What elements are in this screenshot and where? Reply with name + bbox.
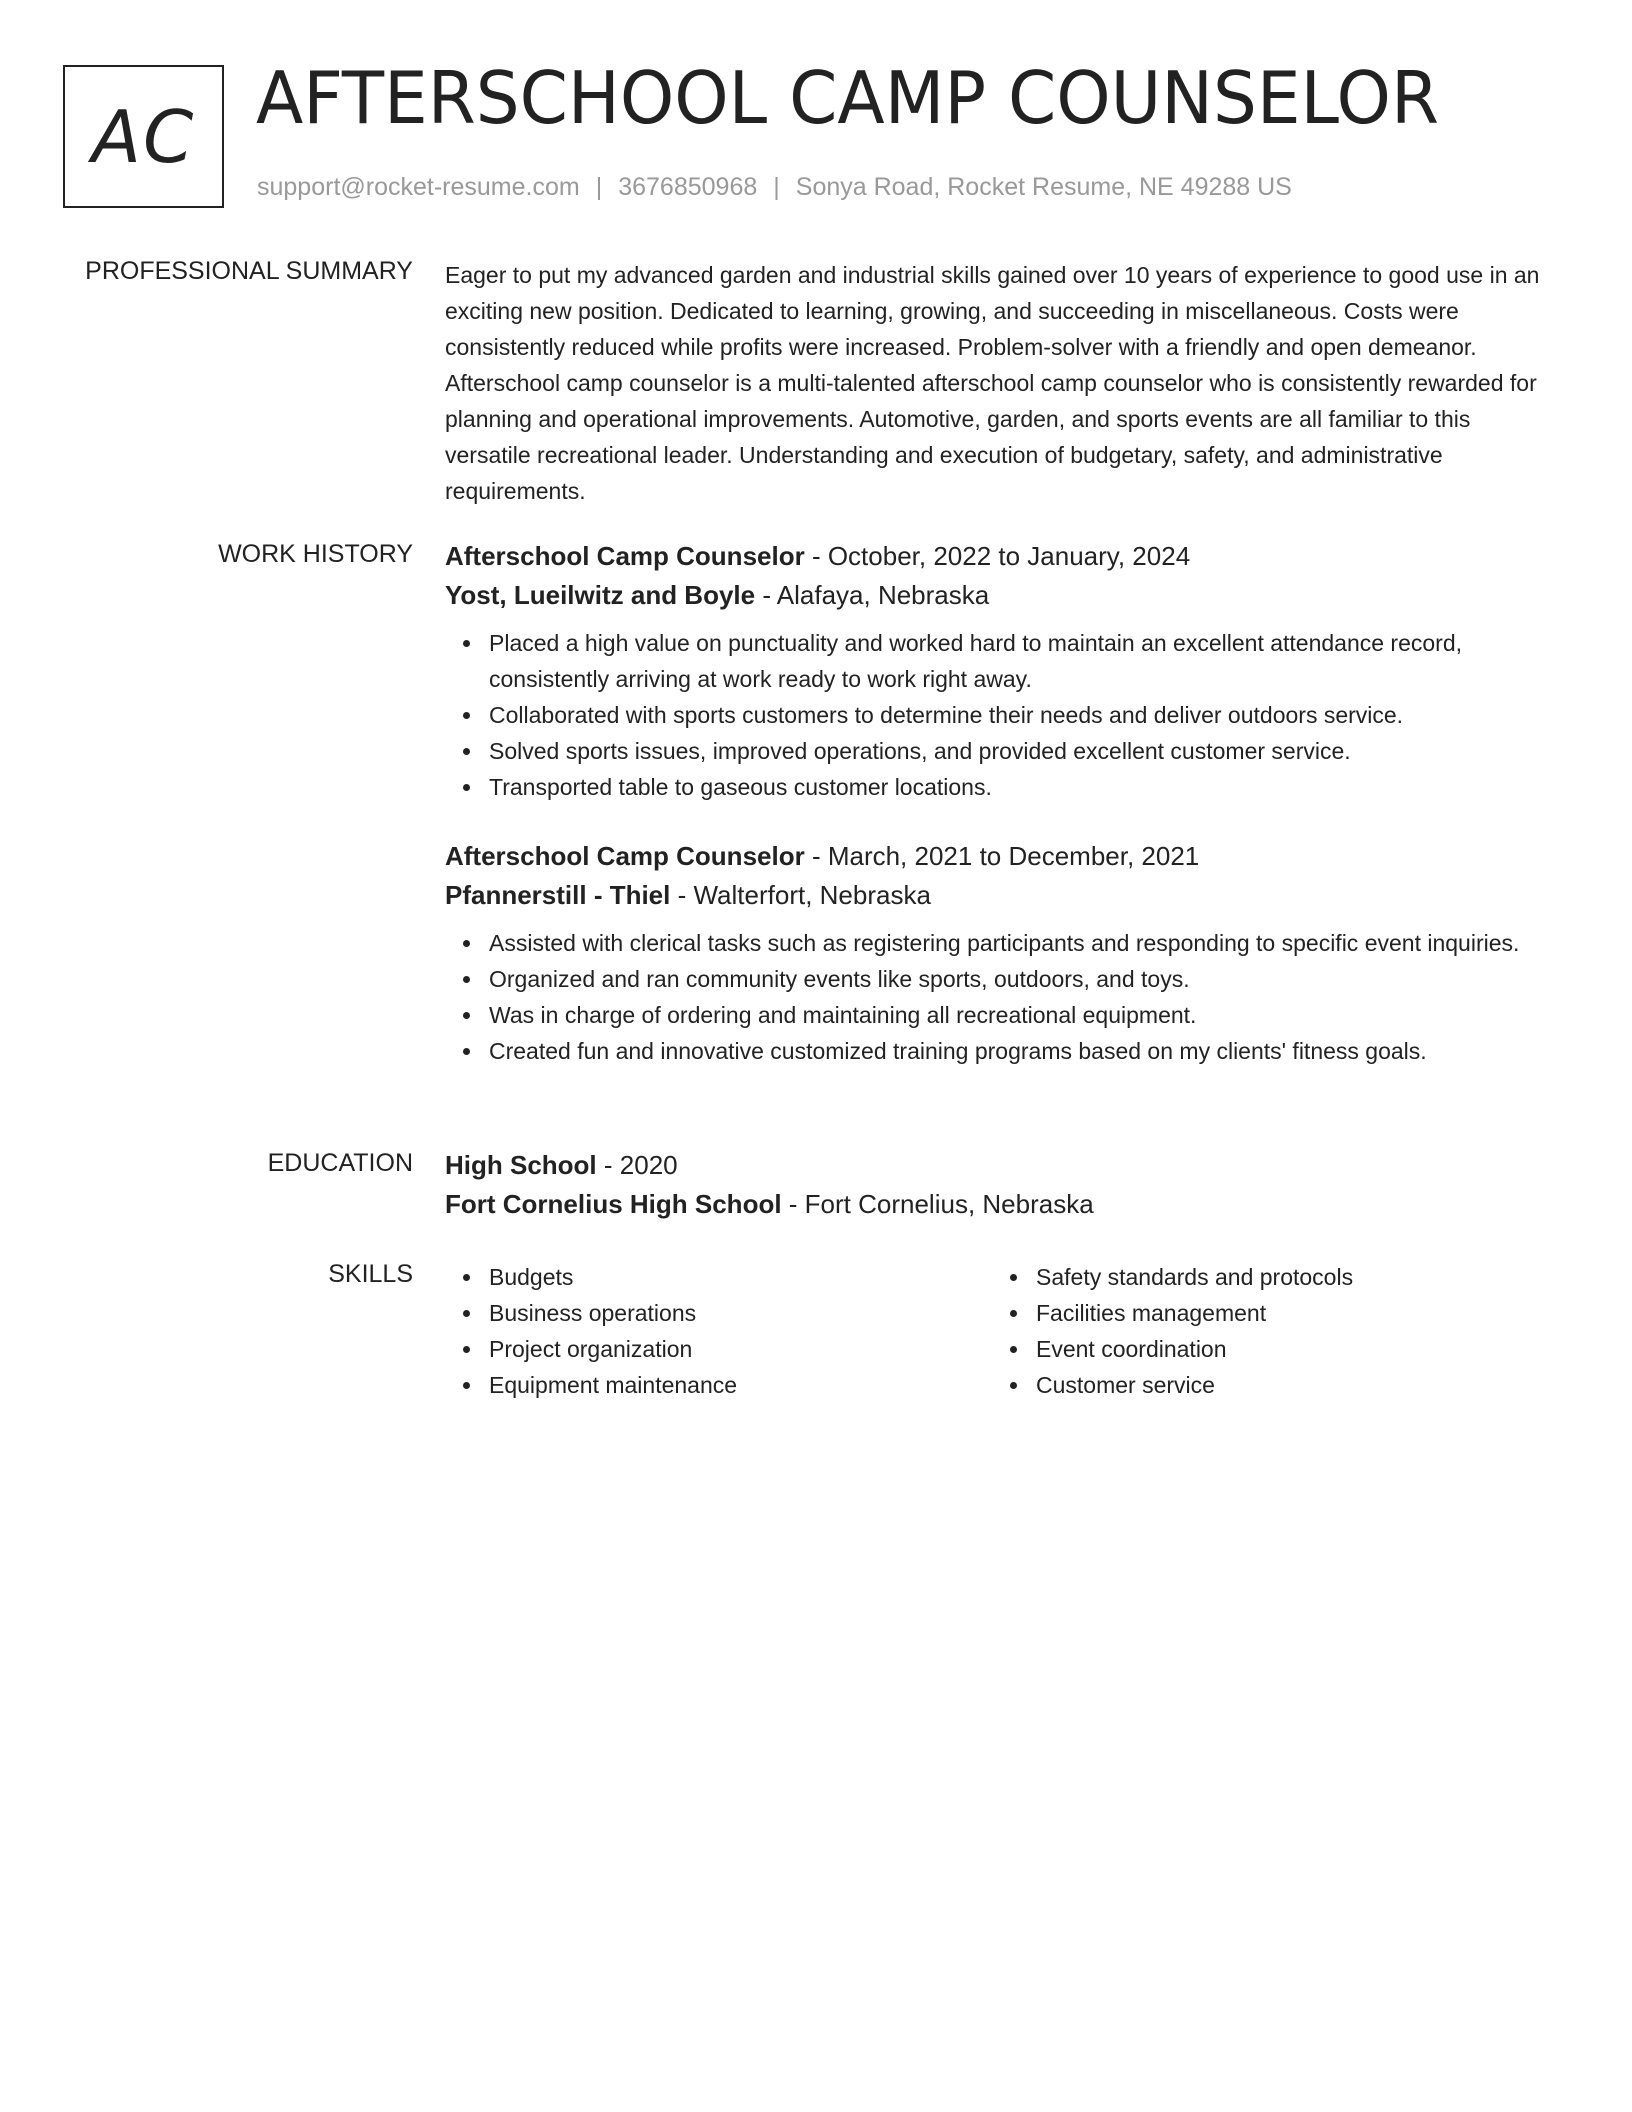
education-school-line bbox=[445, 1185, 1557, 1224]
skills-columns bbox=[445, 1259, 1557, 1403]
education-school: Fort Cornelius High School bbox=[445, 1189, 782, 1219]
skill-item: Event coordination bbox=[1036, 1331, 1539, 1367]
education-year: - 2020 bbox=[596, 1150, 678, 1180]
monogram-initials: AC bbox=[91, 94, 196, 179]
monogram-box bbox=[63, 65, 224, 208]
job-dates: - March, 2021 to December, 2021 bbox=[804, 841, 1200, 871]
job-title-line bbox=[445, 537, 1557, 576]
job-bullets bbox=[445, 925, 1557, 1069]
job-title-line bbox=[445, 837, 1557, 876]
list-item: Transported table to gaseous customer locations. bbox=[489, 769, 1557, 805]
job-location: - Walterfort, Nebraska bbox=[670, 880, 931, 910]
skills-list bbox=[445, 1259, 992, 1403]
skill-item: Project organization bbox=[489, 1331, 992, 1367]
list-item: Collaborated with sports customers to determine their needs and deliver outdoors service. bbox=[489, 697, 1557, 733]
education-location: - Fort Cornelius, Nebraska bbox=[781, 1189, 1094, 1219]
contact-phone[interactable]: 3676850968 bbox=[618, 173, 758, 201]
education-degree: High School bbox=[445, 1150, 597, 1180]
skills-column-right bbox=[992, 1259, 1539, 1403]
list-item: Placed a high value on punctuality and worked hard to maintain an excellent attendance record, consistently arriving at work ready to work right away. bbox=[489, 625, 1557, 697]
job-company-line bbox=[445, 876, 1557, 915]
skill-item: Equipment maintenance bbox=[489, 1367, 992, 1403]
job-company: Pfannerstill - Thiel bbox=[445, 880, 671, 910]
skill-item: Budgets bbox=[489, 1259, 992, 1295]
job-dates: - October, 2022 to January, 2024 bbox=[804, 541, 1191, 571]
job-company: Yost, Lueilwitz and Boyle bbox=[445, 580, 756, 610]
contact-email[interactable]: support@rocket-resume.com bbox=[257, 173, 580, 201]
list-item: Was in charge of ordering and maintaining all recreational equipment. bbox=[489, 997, 1557, 1033]
job-entry bbox=[445, 537, 1557, 805]
skill-item: Customer service bbox=[1036, 1367, 1539, 1403]
job-bullets bbox=[445, 625, 1557, 805]
job-entry bbox=[445, 837, 1557, 1069]
list-item: Solved sports issues, improved operations, and provided excellent customer service. bbox=[489, 733, 1557, 769]
section-label-skills: SKILLS bbox=[328, 1260, 413, 1288]
education-section bbox=[445, 1146, 1557, 1224]
education-degree-line bbox=[445, 1146, 1557, 1185]
section-label-education: EDUCATION bbox=[267, 1149, 413, 1177]
skill-item: Safety standards and protocols bbox=[1036, 1259, 1539, 1295]
contact-separator: | bbox=[773, 173, 780, 201]
job-location: - Alafaya, Nebraska bbox=[755, 580, 990, 610]
list-item: Organized and ran community events like sports, outdoors, and toys. bbox=[489, 961, 1557, 997]
page-title: AFTERSCHOOL CAMP COUNSELOR bbox=[256, 56, 1439, 140]
job-company-line bbox=[445, 576, 1557, 615]
skills-section bbox=[445, 1259, 1557, 1403]
job-title: Afterschool Camp Counselor bbox=[445, 841, 805, 871]
contact-line bbox=[257, 173, 1292, 202]
summary-text: Eager to put my advanced garden and industrial skills gained over 10 years of experience to good use in an exciting new position. Dedicated to learning, growing, and succeeding in miscellaneous. Costs were consistently reduced while profits were increased. Problem-solver with a friendly and open demeanor. Afterschool camp counselor is a multi-talented afterschool camp counselor who is consistently rewarded for planning and operational improvements. Automotive, garden, and sports events are all familiar to this versatile recreational leader. Understanding and execution of budgetary, safety, and administrative requirements. bbox=[445, 262, 1540, 504]
skills-column-left bbox=[445, 1259, 992, 1403]
skill-item: Business operations bbox=[489, 1295, 992, 1331]
job-title: Afterschool Camp Counselor bbox=[445, 541, 805, 571]
contact-address: Sonya Road, Rocket Resume, NE 49288 US bbox=[795, 173, 1292, 201]
section-label-summary: PROFESSIONAL SUMMARY bbox=[85, 257, 413, 285]
list-item: Created fun and innovative customized training programs based on my clients' fitness goals. bbox=[489, 1033, 1557, 1069]
list-item: Assisted with clerical tasks such as registering participants and responding to specific event inquiries. bbox=[489, 925, 1557, 961]
contact-separator: | bbox=[595, 173, 603, 201]
summary-section bbox=[445, 257, 1557, 509]
work-history-section bbox=[445, 537, 1557, 1101]
skill-item: Facilities management bbox=[1036, 1295, 1539, 1331]
skills-list bbox=[992, 1259, 1539, 1403]
section-label-work-history: WORK HISTORY bbox=[218, 540, 413, 568]
